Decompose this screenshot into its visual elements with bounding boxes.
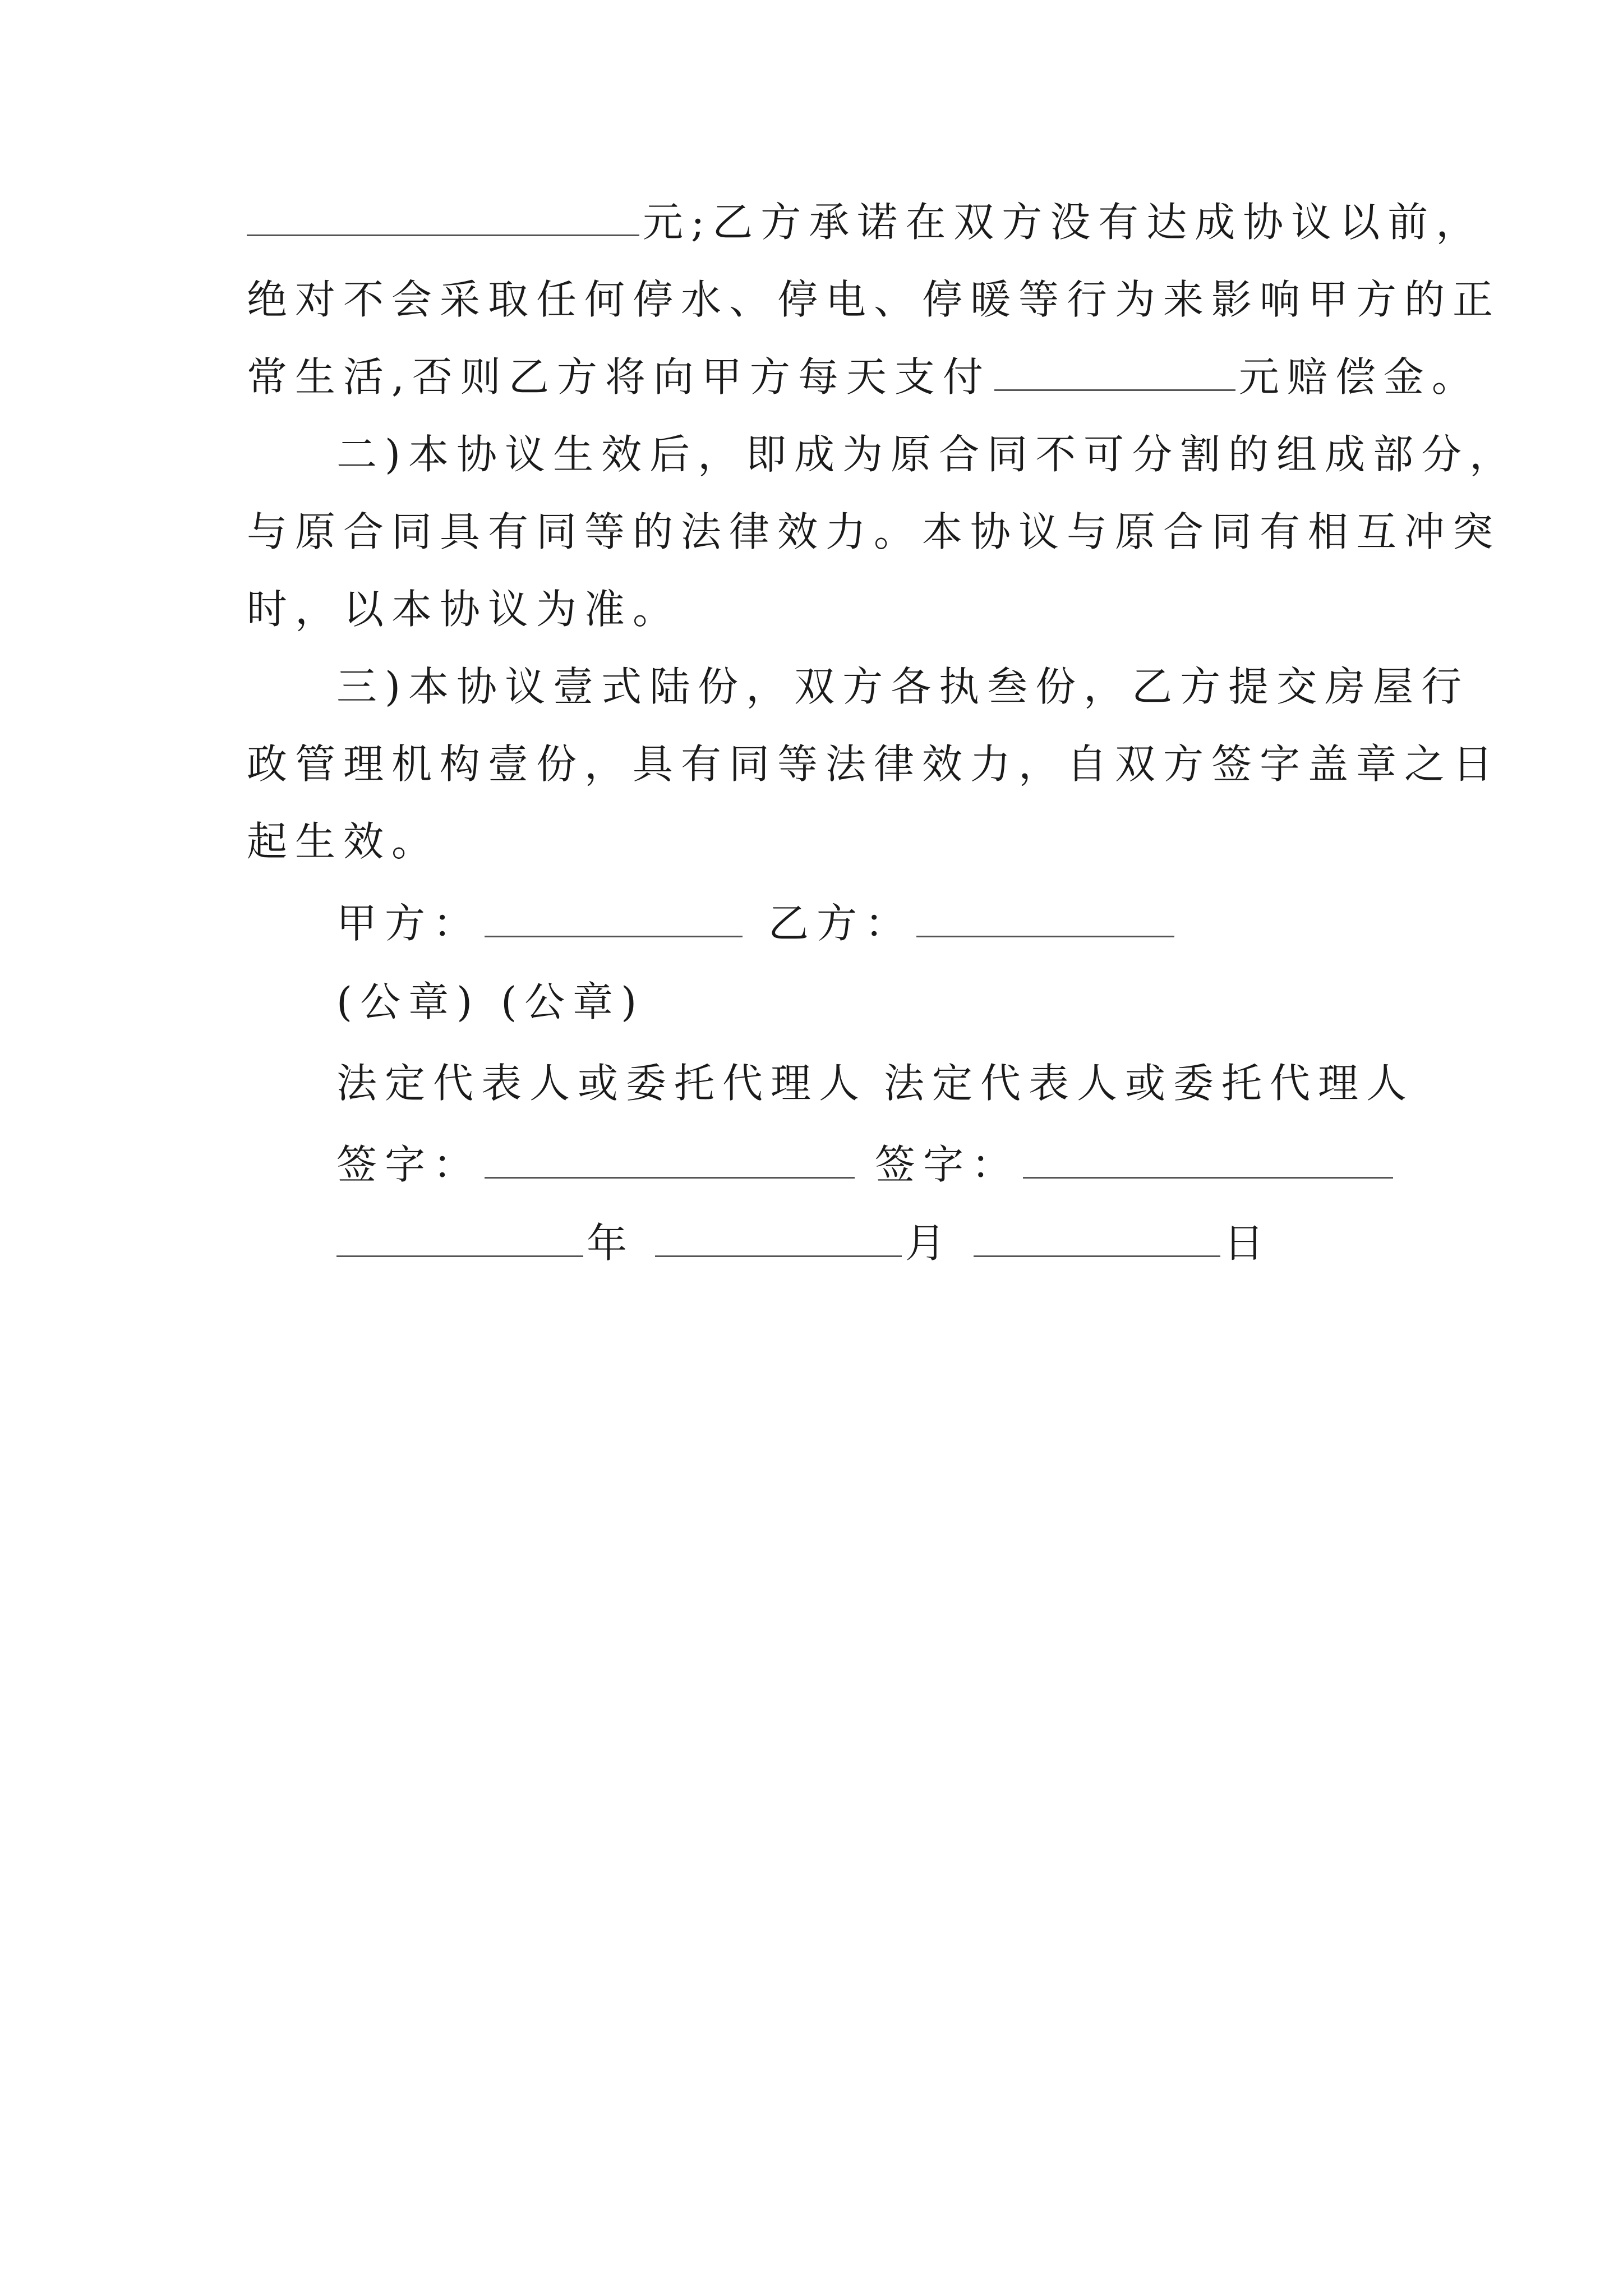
party-b-blank[interactable] bbox=[916, 931, 1174, 937]
daily-compensation-blank[interactable] bbox=[994, 385, 1235, 391]
clause-3-line-3: 起生效。 bbox=[247, 818, 440, 865]
representative-line bbox=[336, 1060, 1415, 1107]
sign-a-label: 签字： bbox=[336, 1141, 482, 1188]
clause-3-line-1: 三)本协议壹式陆份，双方各执叁份，乙方提交房屋行 bbox=[336, 663, 1470, 710]
party-a-blank[interactable] bbox=[485, 931, 743, 937]
month-label: 月 bbox=[905, 1220, 954, 1267]
day-label: 日 bbox=[1224, 1220, 1272, 1267]
party-line bbox=[336, 900, 1178, 947]
year-label: 年 bbox=[587, 1220, 635, 1267]
representative-b: 法定代表人或委托代理人 bbox=[884, 1060, 1415, 1107]
body-line-3-text-b: 元赔偿金。 bbox=[1238, 353, 1480, 401]
clause-2-line-1: 二)本协议生效后，即成为原合同不可分割的组成部分， bbox=[336, 431, 1518, 478]
sign-line bbox=[336, 1141, 1396, 1188]
year-blank[interactable] bbox=[336, 1251, 583, 1257]
body-line-3-text-a: 常生活,否则乙方将向甲方每天支付 bbox=[247, 353, 991, 401]
party-a-label: 甲方： bbox=[336, 900, 482, 947]
sign-a-blank[interactable] bbox=[485, 1172, 855, 1179]
date-line bbox=[336, 1220, 1272, 1267]
body-line-1-text: 元;乙方承诺在双方没有达成协议以前， bbox=[643, 199, 1484, 246]
day-blank[interactable] bbox=[974, 1251, 1220, 1257]
seal-line: (公章) (公章) bbox=[336, 978, 645, 1025]
clause-3-line-2: 政管理机构壹份，具有同等法律效力，自双方签字盖章之日 bbox=[247, 740, 1501, 788]
month-blank[interactable] bbox=[655, 1251, 902, 1257]
amount-blank[interactable] bbox=[247, 230, 639, 236]
body-line-3 bbox=[247, 353, 1480, 401]
body-line-1 bbox=[247, 199, 1484, 246]
body-line-2: 绝对不会采取任何停水、停电、停暖等行为来影响甲方的正 bbox=[247, 276, 1501, 323]
sign-b-blank[interactable] bbox=[1023, 1172, 1393, 1179]
sign-b-label: 签字： bbox=[875, 1141, 1020, 1188]
party-b-label: 乙方： bbox=[768, 900, 914, 947]
representative-a: 法定代表人或委托代理人 bbox=[336, 1060, 868, 1107]
clause-2-line-2: 与原合同具有同等的法律效力。本协议与原合同有相互冲突 bbox=[247, 508, 1501, 555]
clause-2-line-3: 时，以本协议为准。 bbox=[247, 586, 681, 633]
